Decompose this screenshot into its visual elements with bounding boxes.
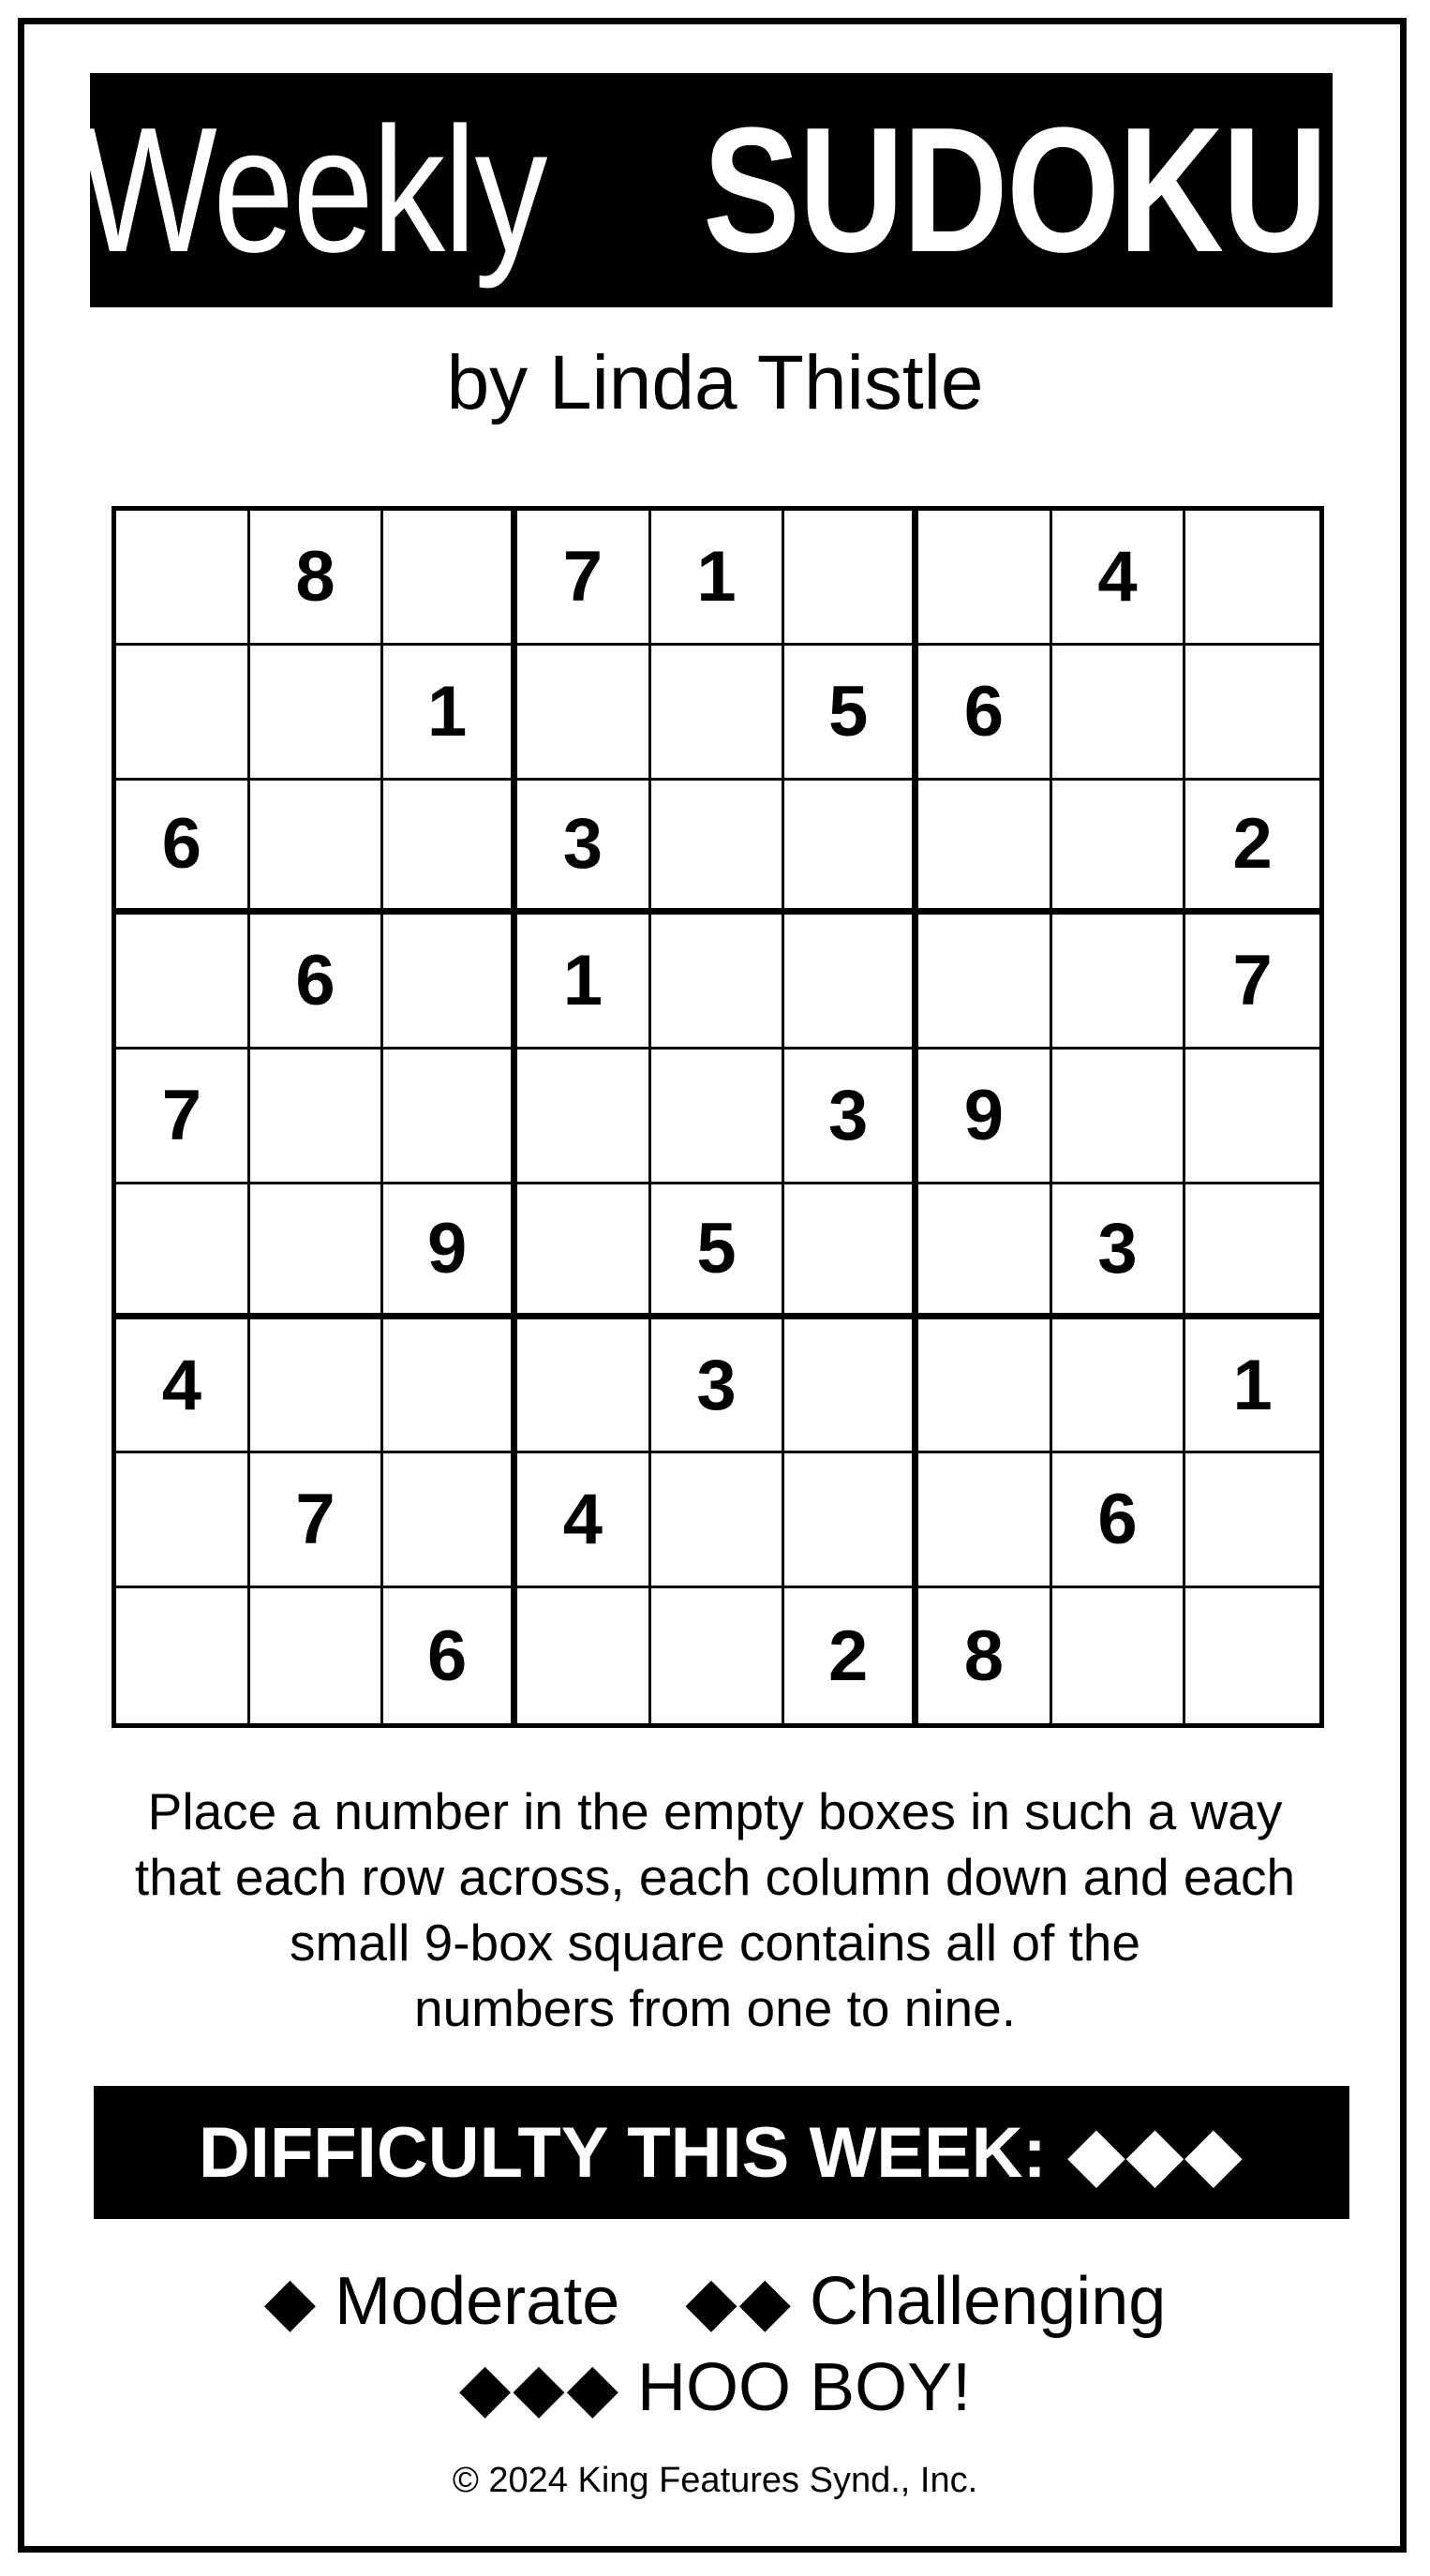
sudoku-cell[interactable] xyxy=(651,781,785,916)
sudoku-cell[interactable] xyxy=(250,646,384,781)
sudoku-cell[interactable] xyxy=(383,915,517,1050)
difficulty-banner xyxy=(94,2086,1349,2219)
sudoku-cell[interactable] xyxy=(1052,1050,1186,1184)
sudoku-cell: 1 xyxy=(517,915,651,1050)
sudoku-cell: 1 xyxy=(651,511,785,646)
sudoku-cell[interactable] xyxy=(383,1050,517,1184)
sudoku-cell[interactable] xyxy=(651,915,785,1050)
sudoku-cell: 6 xyxy=(383,1588,517,1723)
legend-challenging-label: Challenging xyxy=(810,2264,1167,2339)
sudoku-cell[interactable] xyxy=(1052,1319,1186,1454)
sudoku-cell[interactable] xyxy=(1052,781,1186,916)
sudoku-cell: 6 xyxy=(918,646,1052,781)
sudoku-cell: 6 xyxy=(1052,1453,1186,1588)
sudoku-cell[interactable] xyxy=(784,915,918,1050)
sudoku-cell: 3 xyxy=(784,1050,918,1184)
sudoku-cell[interactable] xyxy=(116,1184,250,1319)
sudoku-cell[interactable] xyxy=(784,1453,918,1588)
sudoku-cell[interactable] xyxy=(116,915,250,1050)
sudoku-cell[interactable] xyxy=(1185,1184,1319,1319)
instructions-line: numbers from one to nine. xyxy=(413,1979,1016,2037)
diamond-icon: ◆ xyxy=(263,2264,319,2339)
sudoku-cell[interactable] xyxy=(517,1588,651,1723)
sudoku-cell: 3 xyxy=(651,1319,785,1454)
sudoku-cell[interactable] xyxy=(1185,1453,1319,1588)
diamond-icon: ◆◆ xyxy=(685,2264,793,2339)
sudoku-cell[interactable] xyxy=(784,1184,918,1319)
sudoku-cell: 8 xyxy=(918,1588,1052,1723)
sudoku-cell[interactable] xyxy=(784,1319,918,1454)
sudoku-cell[interactable] xyxy=(1052,646,1186,781)
sudoku-cell[interactable] xyxy=(383,781,517,916)
sudoku-cell[interactable] xyxy=(918,511,1052,646)
sudoku-cell[interactable] xyxy=(383,1319,517,1454)
sudoku-cell: 4 xyxy=(1052,511,1186,646)
sudoku-cell[interactable] xyxy=(1185,1050,1319,1184)
difficulty-label: DIFFICULTY THIS WEEK: xyxy=(198,2112,1047,2193)
instructions-line: that each row across, each column down and each xyxy=(134,1848,1296,1906)
sudoku-cell: 7 xyxy=(1185,915,1319,1050)
sudoku-cell: 5 xyxy=(651,1184,785,1319)
instructions-line: small 9-box square contains all of the xyxy=(290,1913,1140,1972)
sudoku-cell: 9 xyxy=(383,1184,517,1319)
sudoku-cell: 3 xyxy=(1052,1184,1186,1319)
sudoku-cell[interactable] xyxy=(517,1184,651,1319)
sudoku-cell[interactable] xyxy=(250,1184,384,1319)
sudoku-cell[interactable] xyxy=(918,1319,1052,1454)
sudoku-cell[interactable] xyxy=(918,915,1052,1050)
sudoku-cell: 2 xyxy=(1185,781,1319,916)
sudoku-cell[interactable] xyxy=(250,781,384,916)
sudoku-cell: 3 xyxy=(517,781,651,916)
sudoku-cell[interactable] xyxy=(1185,1588,1319,1723)
byline: by Linda Thistle xyxy=(446,340,984,425)
sudoku-cell[interactable] xyxy=(517,646,651,781)
legend-hoo-boy-label: HOO BOY! xyxy=(637,2350,972,2425)
sudoku-cell[interactable] xyxy=(250,1319,384,1454)
instructions xyxy=(56,1779,1374,2041)
sudoku-cell: 2 xyxy=(784,1588,918,1723)
sudoku-cell[interactable] xyxy=(651,1453,785,1588)
sudoku-cell[interactable] xyxy=(918,1453,1052,1588)
sudoku-cell[interactable] xyxy=(1052,915,1186,1050)
sudoku-cell[interactable] xyxy=(651,646,785,781)
sudoku-cell: 5 xyxy=(784,646,918,781)
sudoku-cell[interactable] xyxy=(784,511,918,646)
sudoku-cell: 8 xyxy=(250,511,384,646)
sudoku-cell: 4 xyxy=(116,1319,250,1454)
legend-moderate-label: Moderate xyxy=(335,2264,620,2339)
sudoku-cell: 6 xyxy=(116,781,250,916)
sudoku-cell[interactable] xyxy=(116,1453,250,1588)
sudoku-cell: 1 xyxy=(383,646,517,781)
sudoku-cell: 7 xyxy=(517,511,651,646)
sudoku-cell[interactable] xyxy=(250,1588,384,1723)
instructions-line: Place a number in the empty boxes in such a way xyxy=(147,1782,1283,1840)
sudoku-cell[interactable] xyxy=(517,1319,651,1454)
title-sudoku: SUDOKU xyxy=(703,91,1327,290)
copyright: © 2024 King Features Synd., Inc. xyxy=(452,2461,978,2500)
title-weekly: Weekly xyxy=(79,91,546,290)
sudoku-cell[interactable] xyxy=(517,1050,651,1184)
sudoku-cell[interactable] xyxy=(116,646,250,781)
difficulty-legend-row2 xyxy=(0,2350,1430,2425)
sudoku-cell: 6 xyxy=(250,915,384,1050)
sudoku-cell[interactable] xyxy=(116,511,250,646)
sudoku-cell: 7 xyxy=(116,1050,250,1184)
sudoku-cell[interactable] xyxy=(784,781,918,916)
sudoku-cell[interactable] xyxy=(651,1588,785,1723)
difficulty-diamonds-icon: ◆◆◆ xyxy=(1068,2113,1245,2194)
sudoku-cell[interactable] xyxy=(383,511,517,646)
sudoku-cell: 1 xyxy=(1185,1319,1319,1454)
sudoku-cell[interactable] xyxy=(116,1588,250,1723)
sudoku-cell[interactable] xyxy=(250,1050,384,1184)
sudoku-cell[interactable] xyxy=(918,781,1052,916)
sudoku-cell: 9 xyxy=(918,1050,1052,1184)
sudoku-cell[interactable] xyxy=(1185,646,1319,781)
sudoku-cell: 4 xyxy=(517,1453,651,1588)
sudoku-cell[interactable] xyxy=(383,1453,517,1588)
diamond-icon: ◆◆◆ xyxy=(458,2350,621,2425)
sudoku-cell[interactable] xyxy=(651,1050,785,1184)
sudoku-cell[interactable] xyxy=(1052,1588,1186,1723)
difficulty-legend-row1 xyxy=(0,2264,1430,2339)
sudoku-cell: 7 xyxy=(250,1453,384,1588)
sudoku-cell[interactable] xyxy=(1185,511,1319,646)
sudoku-cell[interactable] xyxy=(918,1184,1052,1319)
sudoku-grid xyxy=(112,506,1324,1728)
title-banner xyxy=(79,73,1333,307)
